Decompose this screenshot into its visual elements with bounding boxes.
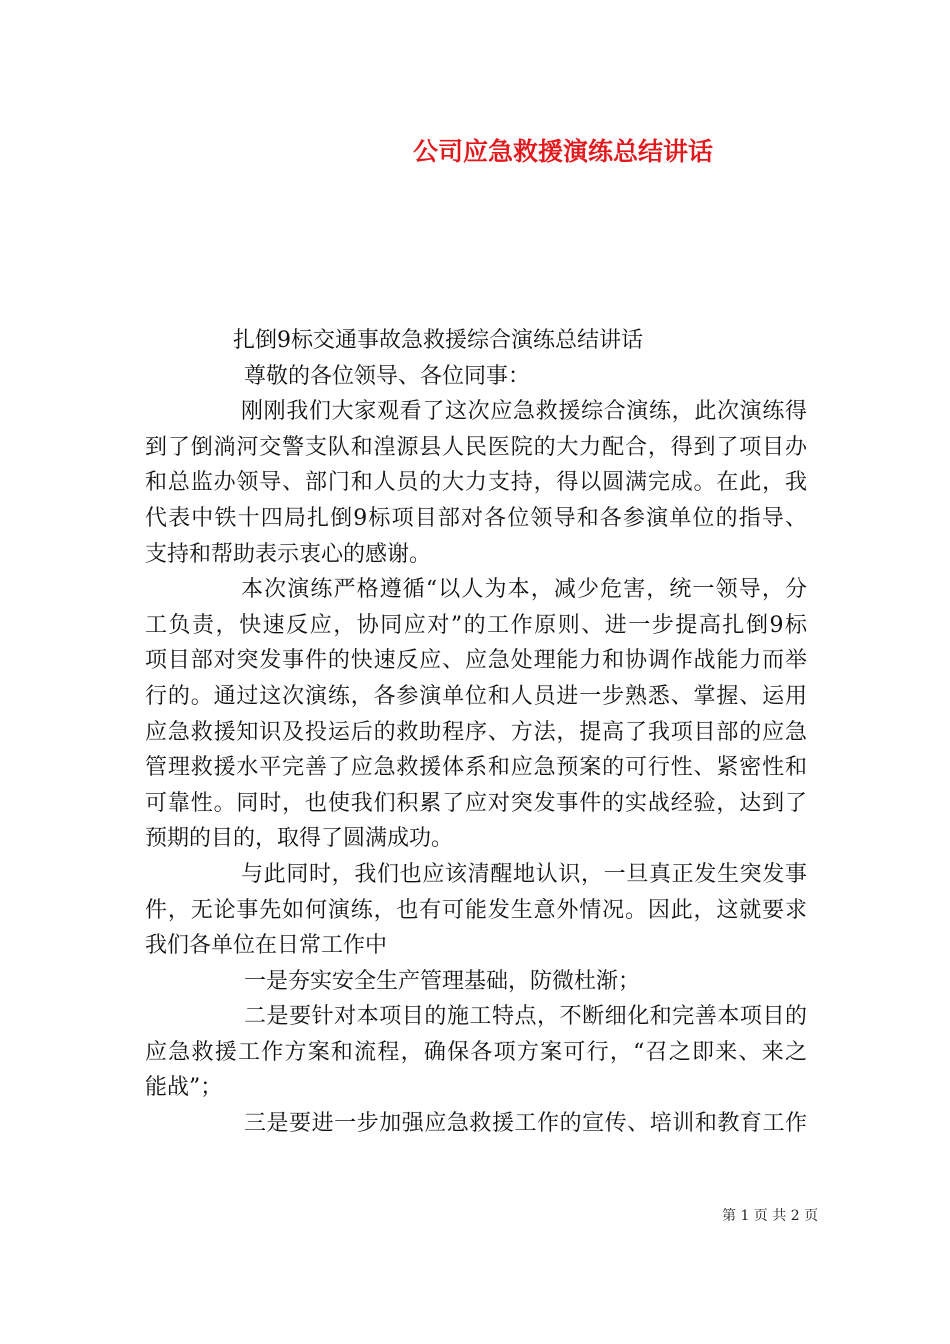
paragraph-2-line-8: 预期的目的，取得了圆满成功。 — [145, 826, 454, 852]
document-title-text: 公司应急救援演练总结讲话 — [412, 137, 713, 166]
item-2-line-2: 应急救援工作方案和流程，确保各项方案可行，“召之即来、来之 — [145, 1039, 807, 1065]
paragraph-2-line-1: 本次演练严格遵循“以人为本，减少危害，统一领导，分 — [241, 577, 807, 603]
document-title — [0, 132, 950, 172]
paragraph-2-line-3: 项目部对突发事件的快速反应、应急处理能力和协调作战能力而举 — [145, 648, 807, 674]
paragraph-2-line-6: 管理救援水平完善了应急救援体系和应急预案的可行性、紧密性和 — [145, 755, 807, 781]
paragraph-3-line-2: 件，无论事先如何演练，也有可能发生意外情况。因此，这就要求 — [145, 897, 807, 923]
paragraph-1-line-5: 支持和帮助表示衷心的感谢。 — [145, 541, 432, 567]
paragraph-1-line-1: 刚刚我们大家观看了这次应急救援综合演练，此次演练得 — [241, 399, 807, 425]
paragraph-2-line-5: 应急救援知识及投运后的救助程序、方法，提高了我项目部的应急 — [145, 719, 807, 745]
item-2-line-3: 能战”； — [145, 1075, 223, 1101]
paragraph-1-line-4: 代表中铁十四局扎倒9标项目部对各位领导和各参演单位的指导、 — [145, 505, 807, 531]
subtitle-line: 扎倒9标交通事故急救援综合演练总结讲话 — [233, 328, 643, 353]
item-2-line-1: 二是要针对本项目的施工特点，不断细化和完善本项目的 — [244, 1004, 807, 1030]
page-number: 第 1 页 共 2 页 — [722, 1208, 819, 1224]
paragraph-2-line-2: 工负责，快速反应，协同应对”的工作原则、进一步提高扎倒9标 — [145, 612, 807, 638]
paragraph-1-line-2: 到了倒淌河交警支队和湟源县人民医院的大力配合，得到了项目办 — [145, 434, 807, 460]
paragraph-3-line-3: 我们各单位在日常工作中 — [145, 933, 388, 959]
paragraph-2-line-7: 可靠性。同时，也使我们积累了应对突发事件的实战经验，达到了 — [145, 790, 807, 816]
item-3-line-1: 三是要进一步加强应急救援工作的宣传、培训和教育工作 — [244, 1111, 807, 1137]
document-body — [145, 323, 807, 1142]
item-1-line-1: 一是夯实安全生产管理基础，防微杜渐； — [244, 968, 641, 994]
paragraph-1-line-3: 和总监办领导、部门和人员的大力支持，得以圆满完成。在此，我 — [145, 470, 807, 496]
greeting-line: 尊敬的各位领导、各位同事： — [244, 363, 531, 389]
paragraph-3-line-1: 与此同时，我们也应该清醒地认识，一旦真正发生突发事 — [241, 861, 807, 887]
paragraph-2-line-4: 行的。通过这次演练，各参演单位和人员进一步熟悉、掌握、运用 — [145, 683, 807, 709]
